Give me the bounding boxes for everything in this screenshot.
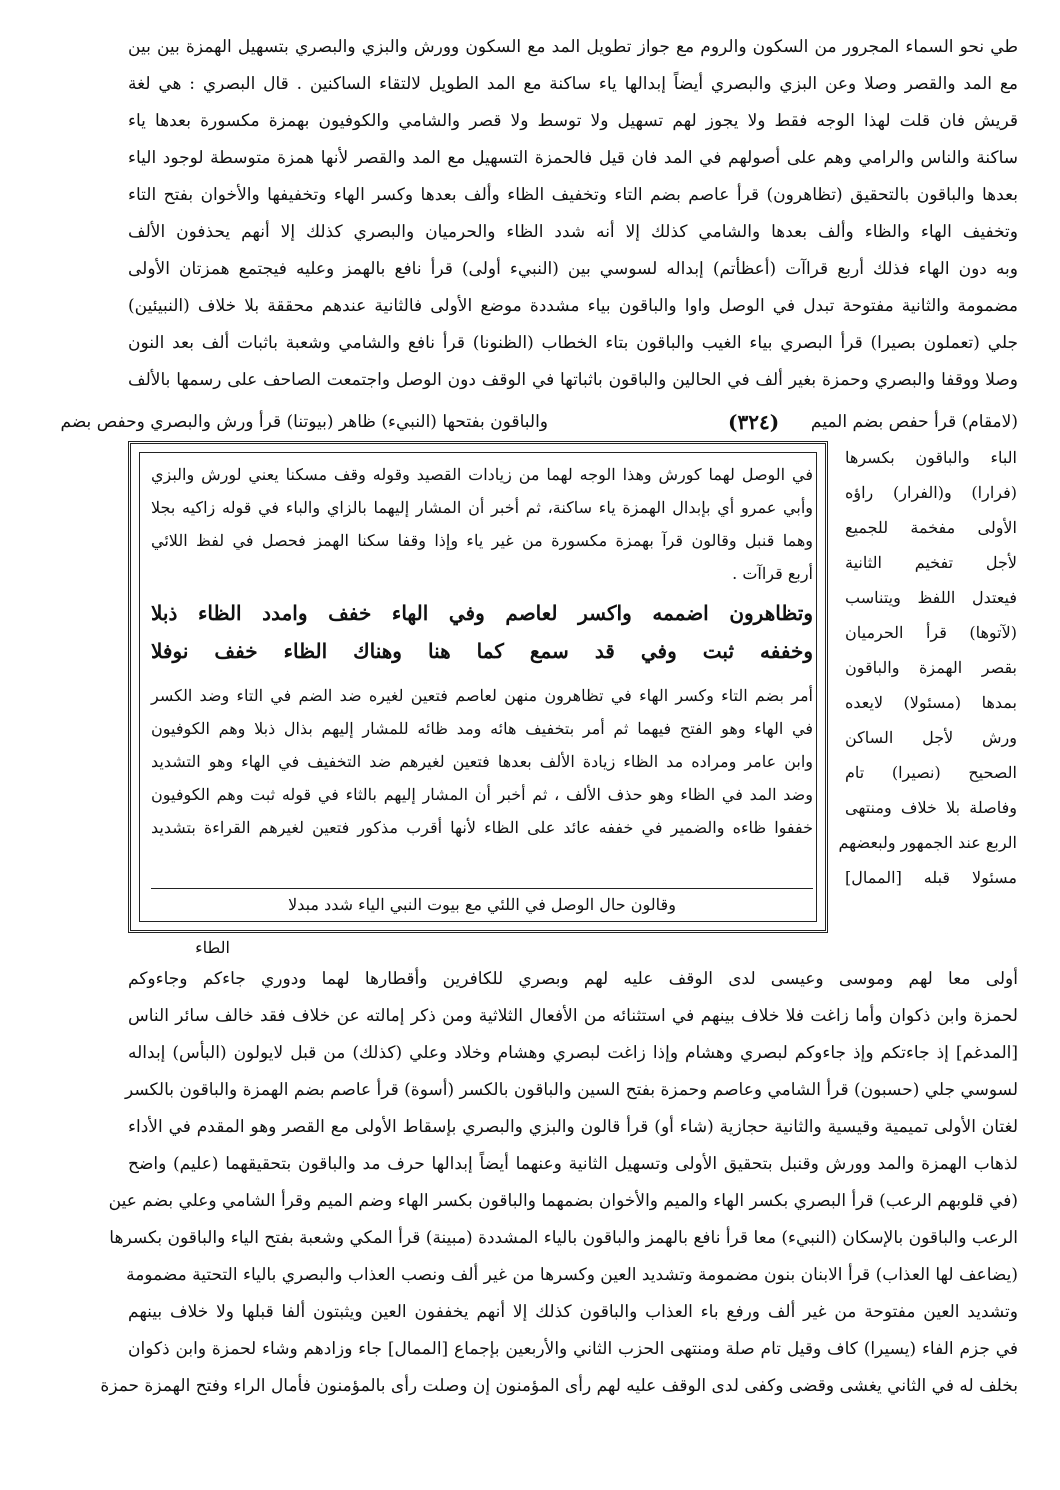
box-line: خففوا ظاءه والضمير في خففه عائد على الظاء لأنها أقرب مذكور فتعين لغيرهم القراءة بتشديد [151,818,813,837]
pageno-line-right: (لامقام) قرأ حفص بضم الميم [810,412,1018,432]
box-line: وابن عامر ومراده مد الظاء زيادة الألف بعدها فتعين لغيرهم ضد التخفيف في الهاء وهو التشديد [151,752,813,771]
side-line: الأولى مفخمة للجميع [845,518,1017,537]
text-line: وتشديد العين مفتوحة من غير ألف ورفع باء العذاب والباقون كذلك إلا أنهم يخففون العين ويثبتون ألفا قبلها ولا خلاف بينهم [128,1302,1018,1322]
side-line: بقصر الهمزة والباقون [845,658,1017,677]
text-line: (في قلوبهم الرعب) قرأ البصري بكسر الهاء والميم والأخوان بضمهما والباقون بكسر الهاء وضم الميم وقرأ الشامي وعلي بضم عين [108,1191,1018,1211]
text-line: لغتان الأولى تميمية وقيسية والثانية حجازية (شاء أو) قرأ قالون والبزي والبصري بإسقاط الأولى مع القصر وهو المقدم في الأداء [128,1117,1018,1137]
side-line: فيعتدل اللفظ ويتناسب [845,588,1017,607]
text-line: الرعب والباقون بالإسكان (النبيء) معا قرأ نافع بالهمز والباقون بالياء المشددة (مبينة) قرأ المكي وشعبة بفتح الياء والباقون بكسرها [109,1228,1018,1248]
text-line: ساكنة والناس والرامي وهم على أصولهم في المد فان قيل فالحمزة التسهيل مع المد والقصر لأنها همزة متوسطة لوجود الياء [128,148,1018,168]
box-line: وضد المد في الظاء وهو حذف الألف ، ثم أخبر أن المشار إليهم بالثاء في قوله ثبت وهم الكوفيون [151,785,813,804]
text-line: (يضاعف لها العذاب) قرأ الابنان بنون مضمومة وتشديد العين وكسرها من غير ألف ونصب العذاب والبصري بالياء التحتية مضمومة [126,1265,1018,1285]
side-line: الربع عند الجمهور ولبعضهم [838,833,1017,852]
side-line: الصحيح (نصيرا) تام [845,763,1017,782]
text-line: جلي (تعملون بصيرا) قرأ البصري بياء الغيب والباقون بتاء الخطاب (الظنونا) قرأ نافع والشامي وشعبة باثبات ألف بعد النون [128,333,1018,353]
text-line: قريش فان قلت لهذا الوجه فقط ولا يجوز لهم تسهيل ولا توسط ولا قصر والشامي والكوفيون بهمزة مكسورة بعدها ياء [128,111,1018,131]
box-line: وأبي عمرو أي بإبدال الهمزة ياء ساكنة، ثم أخبر أن المشار إليهما بالزاي والباء في قوله زاكيه بجلا [151,498,813,517]
box-line: أمر بضم التاء وكسر الهاء في تظاهرون منهن لعاصم فتعين لغيره ضد الضم في التاء وضد الكسر [151,686,813,705]
text-line: مضمومة والثانية مفتوحة تبدل في الوصل واوا والباقون بياء مشددة موضع الأولى فالثانية عندهم محققة بلا خلاف (النبيئين) [128,296,1018,316]
box-footer-verse: وقالون حال الوصل في اللئي مع بيوت النبي الياء شدد مبدلا [151,888,813,919]
verse-line: وتظاهرون اضممه واكسر لعاصم وفي الهاء خفف وامدد الظاء ذبلا [151,601,813,625]
text-line: لسوسي جلي (حسبون) قرأ الشامي وعاصم وحمزة بفتح السين والباقون بالكسر (أسوة) قرأ عاصم بضم الهمزة والباقون بالكسر [124,1080,1018,1100]
text-line: طي نحو السماء المجرور من السكون والروم مع جواز تطويل المد مع السكون وورش والبزي والبصري بتسهيل الهمزة بين بين [128,37,1018,57]
text-line: بخلف له في الثاني يغشى وقضى وكفى لدى الوقف عليه لهم رأى المؤمنون إن وصلت رأى بالمؤمنون فأمال الراء وفتح الهمزة حمزة [100,1376,1018,1396]
text-line: وصلا ووقفا والبصري وحمزة بغير ألف في الحالين والباقون باثباتها في الوقف دون الوصل واجتمعت الصاحف على رسمها بالألف [128,370,1018,390]
box-line: في الوصل لهما كورش وهذا الوجه لهما من زيادات القصيد وقوله وقف مسكنا يعني لورش والبزي [151,465,814,484]
verse-line: وخففه ثبت وفي قد سمع كما هنا وهناك الظاء خفف نوفلا [151,639,814,663]
text-line: بعدها والباقون بالتحقيق (تظاهرون) قرأ عاصم بضم التاء وتخفيف الظاء وألف بعدها وكسر الهاء وتخفيفها والأخوان بفتح التاء [128,185,1018,205]
text-line: في جزم الفاء (يسيرا) كاف وقيل تام صلة ومنتهى الحزب الثاني والأربعين بإجماع [الممال] جاء وزادهم وشاء لحمزة وابن ذكوان [128,1339,1018,1359]
text-line: [المدغم] إذ جاءتكم وإذ جاءوكم لبصري وهشام وإذا زاغت لبصري وهشام وخلاد وعلي (كذلك) من قبل لايولون (البأس) إبداله [128,1043,1018,1063]
text-line: لذهاب الهمزة والمد وورش وقنبل بتحقيق الأولى وتسهيل الثانية وعنهما أيضاً إبدالها حرف مد والباقون بتحقيقهما (عليم) واضح [128,1154,1018,1174]
text-line: لحمزة وابن ذكوان وأما زاغت فلا خلاف بينهم في استثنائه من الأفعال الثلاثية ومن ذكر إمالته عن خلاف فقد خالف سائر الناس [128,1006,1018,1026]
text-line: وتخفيف الهاء والظاء وألف بعدها والشامي كذلك إلا أنه شدد الظاء والحرميان والبصري كذلك إلا أنهم يحذفون الألف [128,222,1018,242]
side-line: لأجل تفخيم الثانية [845,553,1017,572]
text-line: أولى معا لهم وموسى وعيسى لدى الوقف عليه لهم وبصري للكافرين وأقطارها لهما ودوري جاءكم وجاءوكم [128,969,1018,989]
side-line: (لآتوها) قرأ الحرميان [845,623,1017,642]
side-line: (فرارا) و(الفرار) راؤه [845,483,1017,502]
box-line: في الهاء وهو الفتح فيهما ثم أمر بتخفيف هائه ومد ظائه للمشار إليهم بذال ذبلا وهم الكوفيون [151,719,813,738]
side-line: ورش لأجل الساكن [845,728,1017,747]
side-line: بمدها (مسئولا) لايعده [845,693,1017,712]
side-line: الباء والباقون بكسرها [845,448,1017,467]
page-number-line [60,405,1018,439]
page-number: (٣٢٤) [728,410,780,434]
side-line: مسئولا قبله [الممال] [845,868,1017,887]
box-line: أربع قراآت . [732,564,813,583]
text-line: مع المد والقصر وصلا وعن البزي والبصري أيضاً إبدالها ياء ساكنة مع المد الطويل لالتقاء الساكنين . قال البصري : هي لغة [128,74,1018,94]
box-line: وهما قنبل وقالون قرآ بهمزة مكسورة من غير ياء وإذا وقفا سكنا الهمز فحصل في لفظ اللائي [151,531,813,550]
section-label: الطاء [195,938,230,957]
side-line: وفاصلة بلا خلاف ومنتهى [845,798,1017,817]
commentary-box [128,441,828,933]
pageno-line-middle: والباقون بفتحها (النبيء) ظاهر (بيوتنا) قرأ ورش والبصري وحفص بضم [60,412,548,432]
text-line: وبه دون الهاء فذلك أربع قراآت (أعظأتم) إبداله لسوسي بين (النبيء أولى) قرأ نافع بالهمز وعليه فيجتمع همزتان الأولى [128,259,1018,279]
